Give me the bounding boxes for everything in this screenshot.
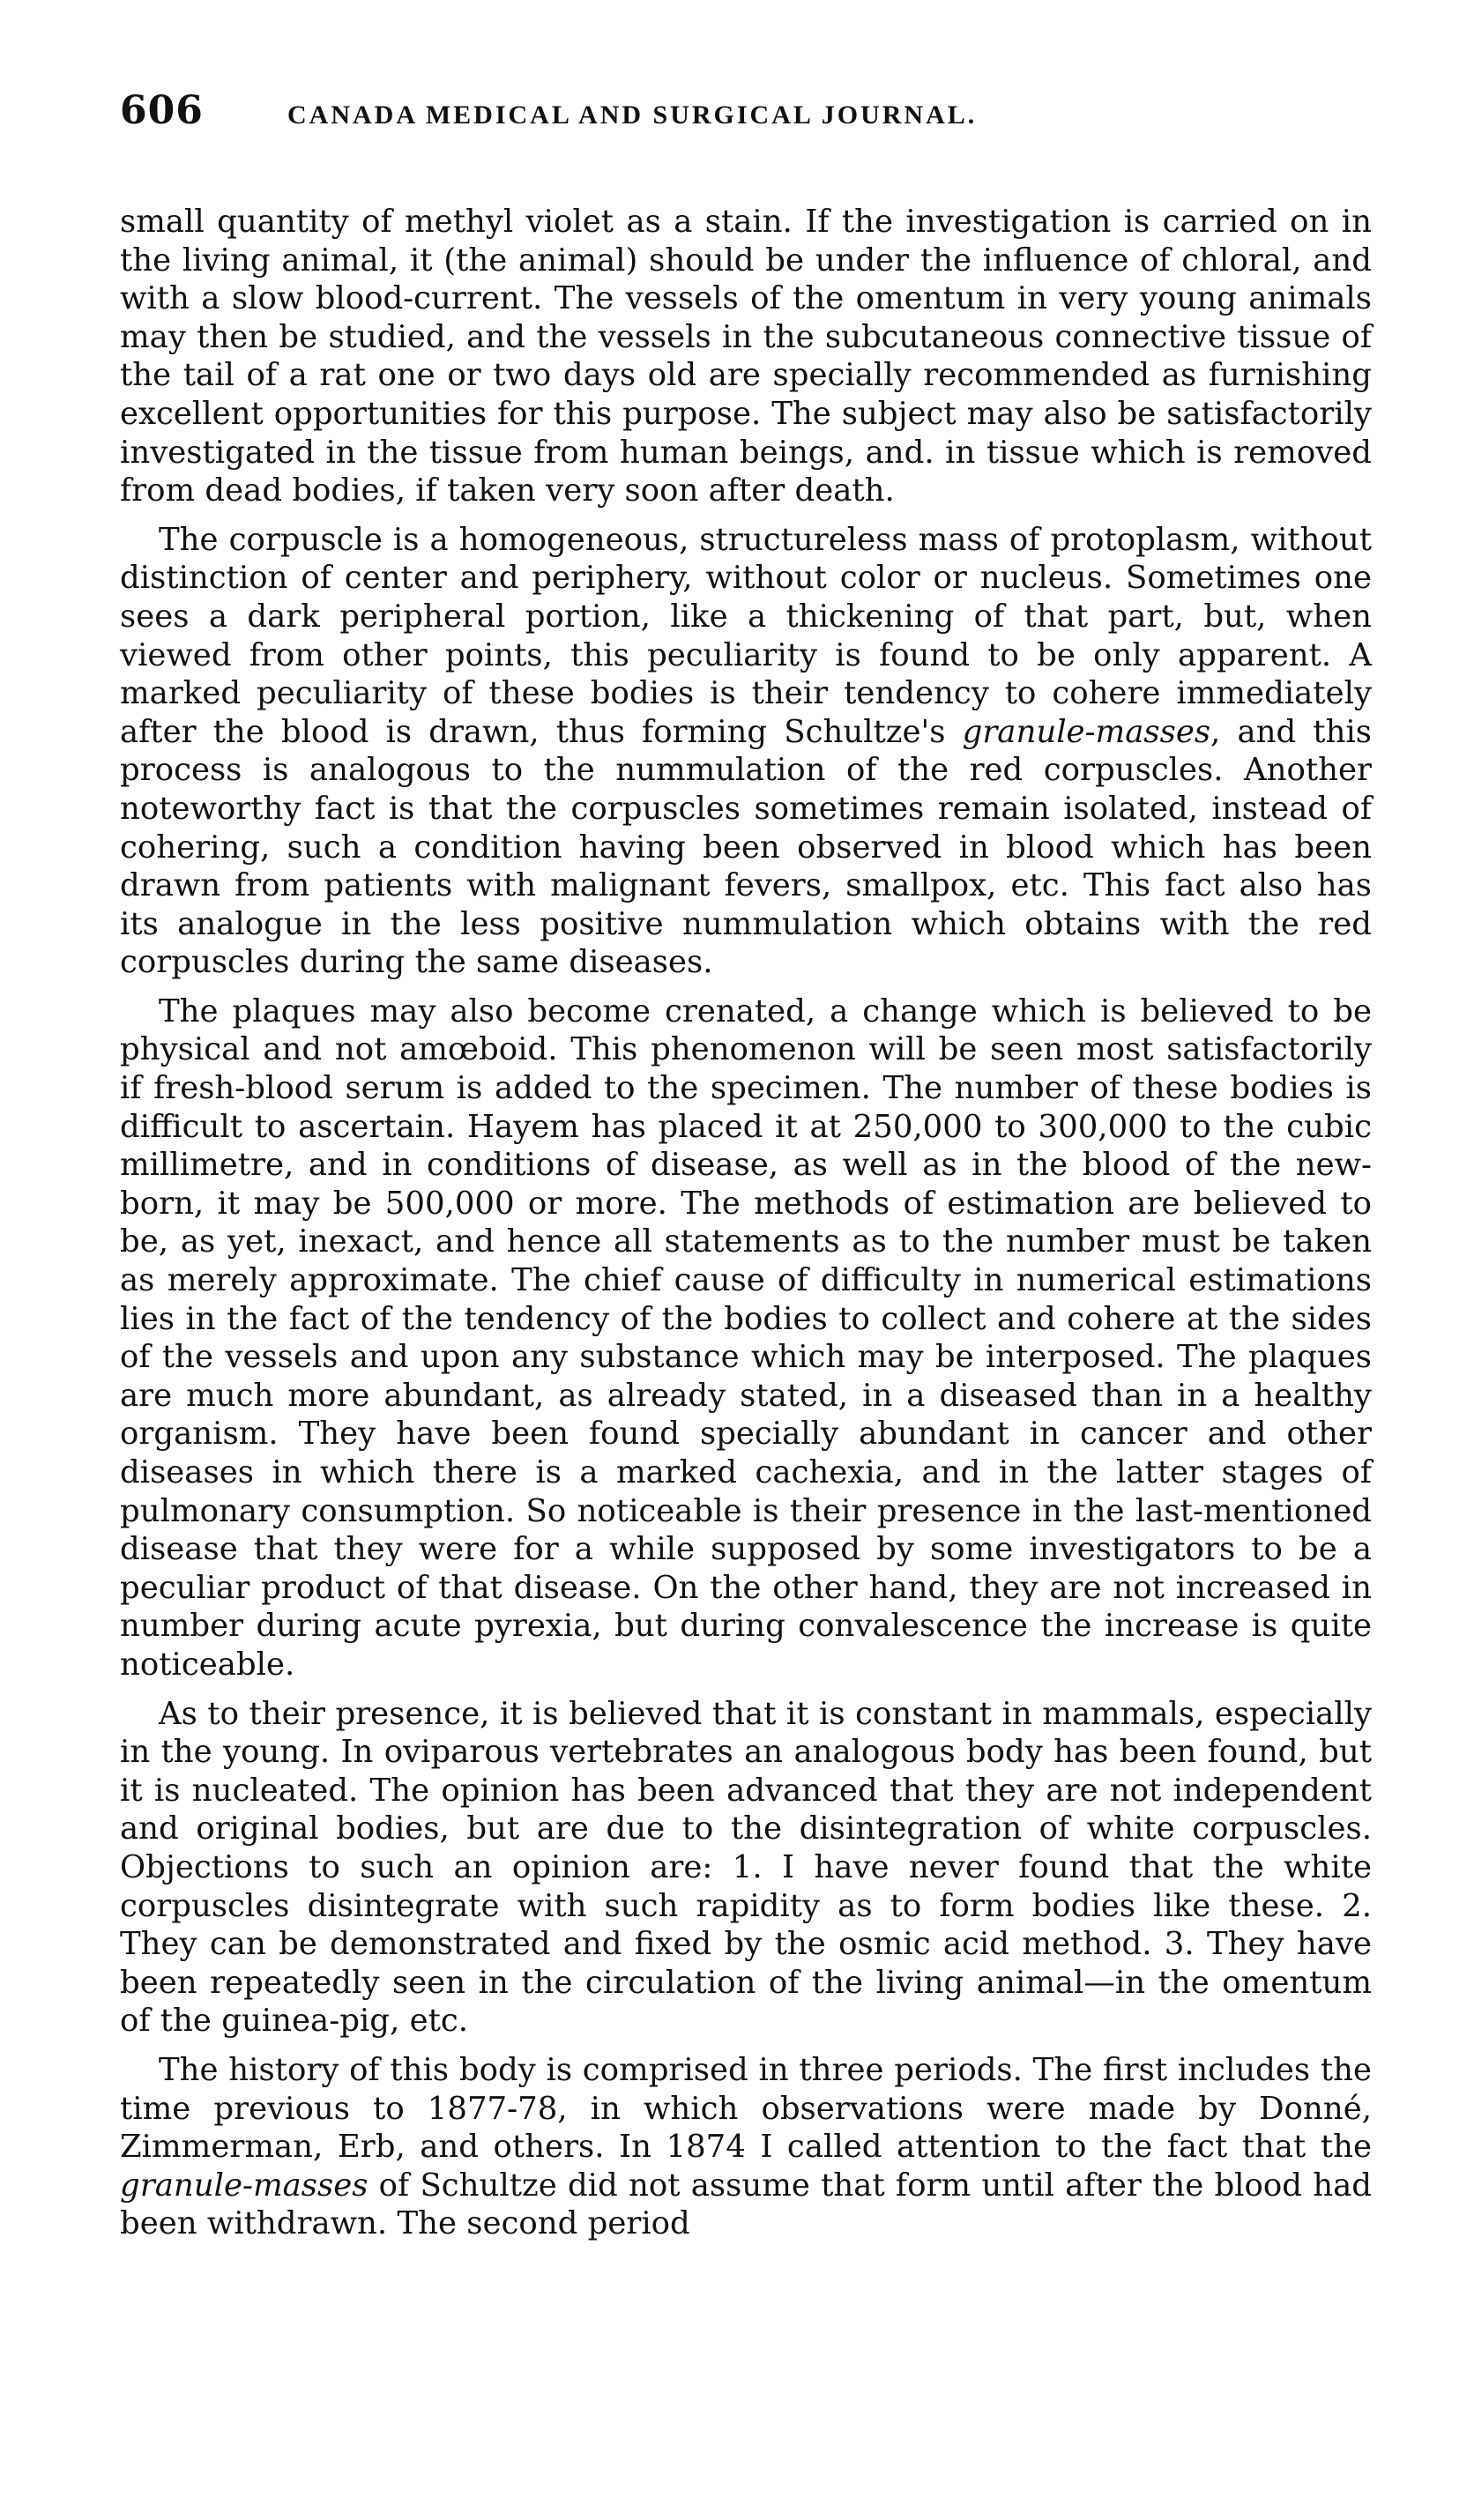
article-body <box>120 203 1372 2243</box>
paragraph-3 <box>120 992 1372 1684</box>
page-number: 606 <box>120 88 204 133</box>
paragraph-3-text: The plaques may also become crenated, a change which is believed to be physical and not amœboid. This phenomenon will be seen most satisfactorily if fresh-blood serum is added to the specimen. The number of these bodies is difficult to ascertain. Hayem has placed it at 250,000 to 300,000 to the cubic millimetre, and in conditions of disease, as well as in the blood of the new-born, it may be 500,000 or more. The methods of estimation are believed to be, as yet, inexact, and hence all statements as to the number must be taken as merely approximate. The chief cause of difficulty in numerical estimations lies in the fact of the tendency of the bodies to collect and cohere at the sides of the vessels and upon any substance which may be interposed. The plaques are much more abundant, as already stated, in a diseased than in a healthy organism. They have been found specially abundant in cancer and other diseases in which there is a marked cachexia, and in the latter stages of pulmonary consumption. So noticeable is their presence in the last-mentioned disease that they were for a while supposed by some investigators to be a peculiar product of that disease. On the other hand, they are not increased in number during acute pyrexia, but during convalescence the increase is quite noticeable. <box>120 992 1372 1683</box>
running-head: CANADA MEDICAL AND SURGICAL JOURNAL. <box>287 100 978 130</box>
paragraph-4 <box>120 1695 1372 2041</box>
page-header <box>120 88 1386 150</box>
paragraph-2-text-a: The corpuscle is a homogeneous, structureless mass of protoplasm, without distinction of center and periphery, without color or nucleus. Sometimes one sees a dark peripheral portion, like a thickening of that part, but, when viewed from other points, this peculiarity is found to be only apparent. A marked peculiarity of these bodies is their tendency to cohere immediately after the blood is drawn, thus forming Schultze's <box>120 521 1372 750</box>
paragraph-5-text-b: of Schultze did not assume that form until after the blood had been withdrawn. The second period <box>120 2167 1372 2242</box>
paragraph-2 <box>120 521 1372 982</box>
paragraph-5-text-a: The history of this body is comprised in three periods. The first includes the time previous to 1877-78, in which observations were made by Donné, Zimmerman, Erb, and others. In 1874 I called attention to the fact that the <box>120 2051 1372 2166</box>
paragraph-1-text: small quantity of methyl violet as a stain. If the investigation is carried on in the living animal, it (the animal) should be under the influence of chloral, and with a slow blood-current. The vessels of the omentum in very young animals may then be studied, and the vessels in the subcutaneous connective tissue of the tail of a rat one or two days old are specially recommended as furnishing excellent opportunities for this purpose. The subject may also be satisfactorily investigated in the tissue from human beings, and. in tissue which is removed from dead bodies, if taken very soon after death. <box>120 204 1372 509</box>
paragraph-2-text-b: , and this process is analogous to the nummulation of the red corpuscles. Another noteworthy fact is that the corpuscles sometimes remain isolated, instead of cohering, such a condition having been observed in blood which has been drawn from patients with malignant fevers, smallpox, etc. This fact also has its analogue in the less positive nummulation which obtains with the red corpuscles during the same diseases. <box>120 713 1373 981</box>
paragraph-5-italic-term: granule-masses <box>120 2167 368 2204</box>
paragraph-2-italic-term: granule-masses <box>962 713 1211 750</box>
paragraph-5 <box>120 2051 1372 2243</box>
paragraph-4-text: As to their presence, it is believed that it is constant in mammals, especially in the young. In oviparous vertebrates an analogous body has been found, but it is nucleated. The opinion has been advanced that they are not independent and original bodies, but are due to the disintegration of white corpuscles. Objections to such an opinion are: 1. I have never found that the white corpuscles disintegrate with such rapidity as to form bodies like these. 2. They can be demonstrated and fixed by the osmic acid method. 3. They have been repeatedly seen in the circulation of the living animal—in the omentum of the guinea-pig, etc. <box>120 1695 1372 2040</box>
paragraph-1 <box>120 203 1372 510</box>
